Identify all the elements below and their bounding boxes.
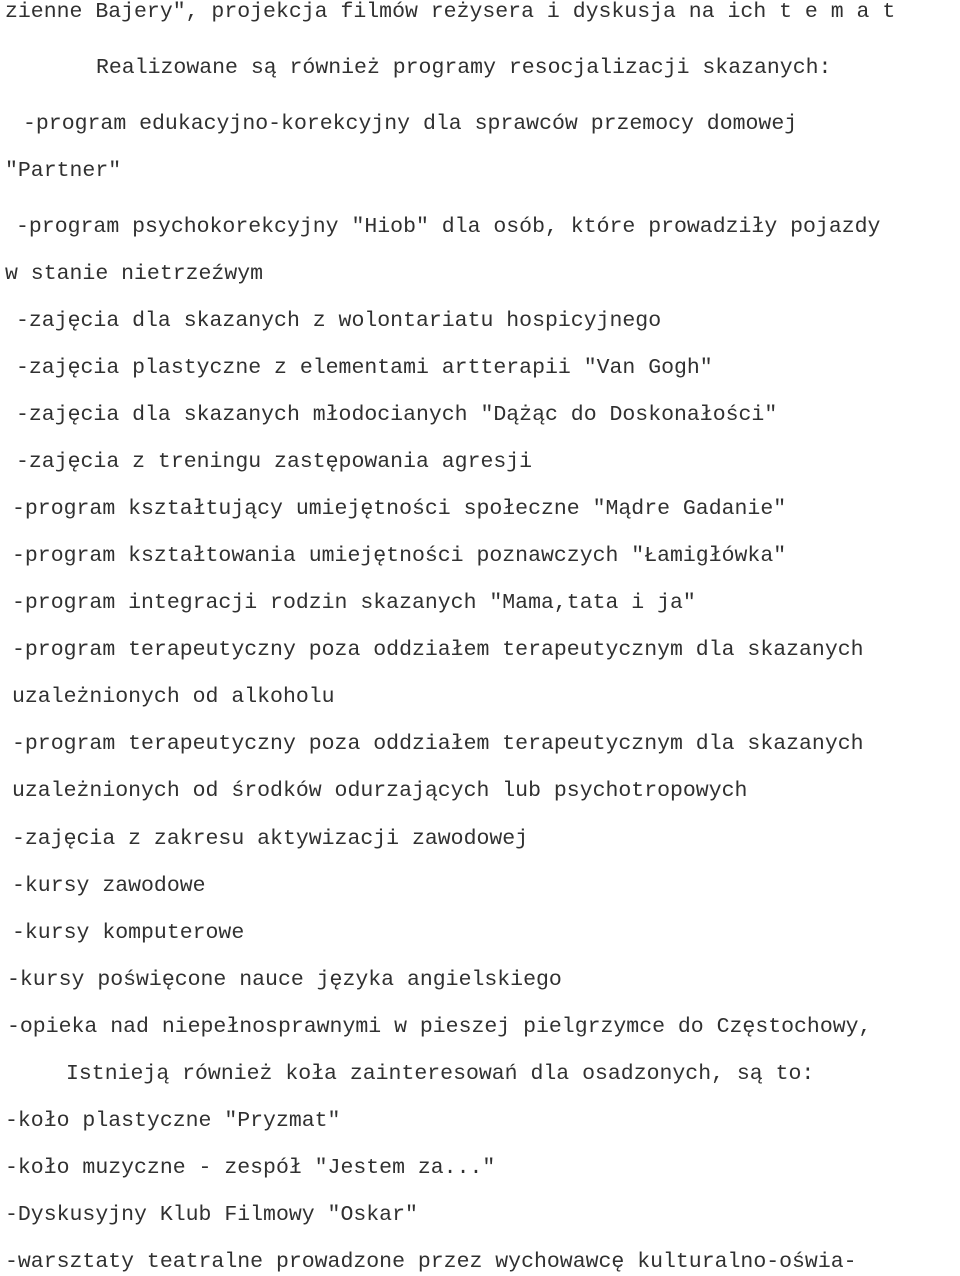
text-line: -zajęcia dla skazanych młodocianych "Dążąc do Doskonałości" bbox=[16, 403, 778, 427]
text-line: -program psychokorekcyjny "Hiob" dla osób, które prowadziły pojazdy bbox=[16, 215, 881, 239]
text-line: -koło plastyczne "Pryzmat" bbox=[5, 1109, 341, 1133]
text-line: -zajęcia dla skazanych z wolontariatu hospicyjnego bbox=[16, 309, 662, 333]
text-line: -program terapeutyczny poza oddziałem terapeutycznym dla skazanych bbox=[12, 638, 864, 662]
text-line: -program edukacyjno-korekcyjny dla sprawców przemocy domowej bbox=[23, 112, 798, 136]
text-line: -program kształtujący umiejętności społeczne "Mądre Gadanie" bbox=[12, 497, 787, 521]
text-line: -zajęcia z treningu zastępowania agresji bbox=[16, 450, 533, 474]
text-line: Realizowane są również programy resocjalizacji skazanych: bbox=[96, 56, 832, 80]
text-line: -kursy zawodowe bbox=[12, 874, 206, 898]
text-line: -kursy poświęcone nauce języka angielskiego bbox=[7, 968, 562, 992]
text-line: Istnieją również koła zainteresowań dla osadzonych, są to: bbox=[66, 1062, 815, 1086]
text-line: -opieka nad niepełnosprawnymi w pieszej pielgrzymce do Częstochowy, bbox=[7, 1015, 872, 1039]
text-line: w stanie nietrzeźwym bbox=[5, 262, 264, 286]
text-line: -koło muzyczne - zespół "Jestem za..." bbox=[5, 1156, 496, 1180]
text-line: -kursy komputerowe bbox=[12, 921, 245, 945]
text-line: uzależnionych od alkoholu bbox=[12, 685, 335, 709]
text-line: -program kształtowania umiejętności poznawczych "Łamigłówka" bbox=[12, 544, 787, 568]
text-line: -Dyskusyjny Klub Filmowy "Oskar" bbox=[5, 1203, 418, 1227]
text-line: zienne Bajery", projekcja filmów reżysera i dyskusja na ich t e m a t bbox=[5, 0, 896, 24]
text-line: -program terapeutyczny poza oddziałem terapeutycznym dla skazanych bbox=[12, 732, 864, 756]
text-line: uzależnionych od środków odurzających lub psychotropowych bbox=[12, 779, 748, 803]
text-line: -warsztaty teatralne prowadzone przez wychowawcę kulturalno-oświa- bbox=[5, 1250, 857, 1274]
text-line: -program integracji rodzin skazanych "Mama,tata i ja" bbox=[12, 591, 696, 615]
text-line: -zajęcia z zakresu aktywizacji zawodowej bbox=[12, 827, 529, 851]
text-line: -zajęcia plastyczne z elementami artterapii "Van Gogh" bbox=[16, 356, 713, 380]
text-line: "Partner" bbox=[5, 159, 122, 183]
